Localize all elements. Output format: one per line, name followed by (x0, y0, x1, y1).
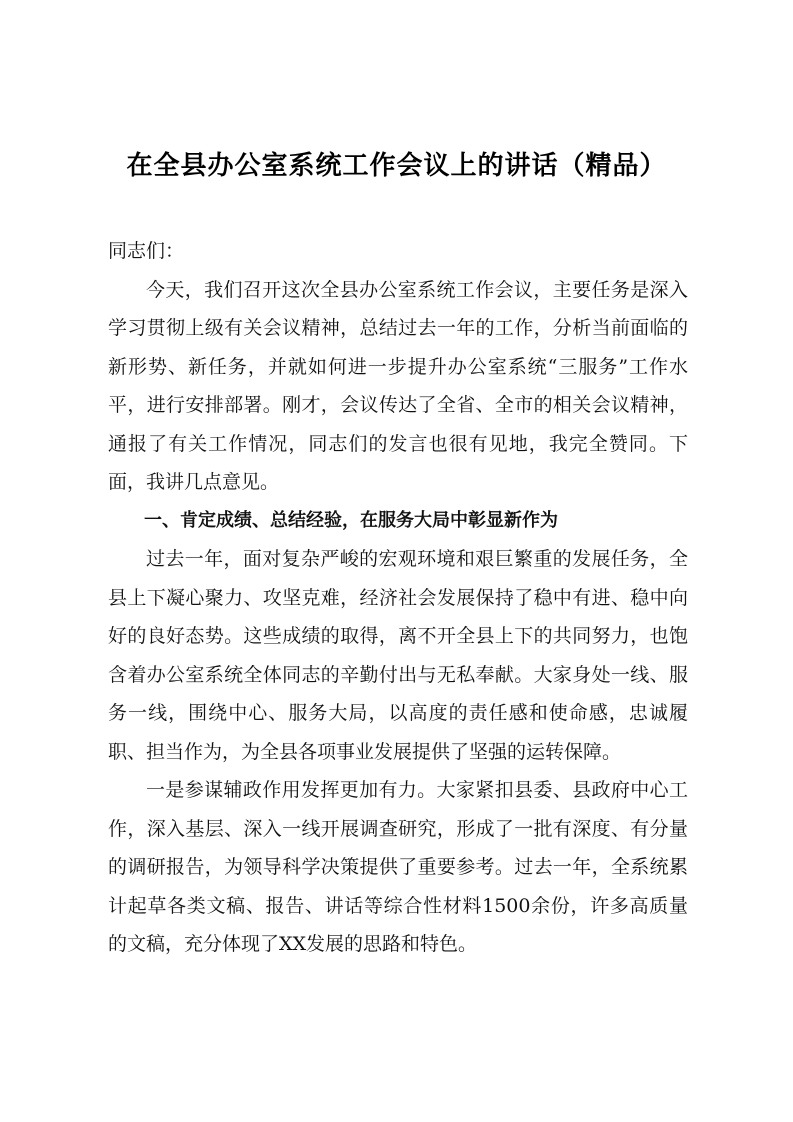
paragraph-achievements: 过去一年，面对复杂严峻的宏观环境和艰巨繁重的发展任务，全县上下凝心聚力、攻坚克难，经济社会发展保持了稳中有进、稳中向好的良好态势。这些成绩的取得，离不开全县上下的共同努力，也饱含着办公室系统全体同志的辛勤付出与无私奉献。大家身处一线、服务一线，围绕中心、服务大局，以高度的责任感和使命感，忠诚履职、担当作为，为全县各项事业发展提供了坚强的运转保障。 (108, 548, 688, 763)
paragraph-advisory-role: 一是参谋辅政作用发挥更加有力。大家紧扣县委、县政府中心工作，深入基层、深入一线开展调查研究，形成了一批有深度、有分量的调研报告，为领导科学决策提供了重要参考。过去一年，全系统累计起草各类文稿、报告、讲话等综合性材料1500余份，许多高质量的文稿，充分体现了XX发展的思路和特色。 (108, 779, 688, 955)
salutation: 同志们： (108, 240, 185, 262)
document-body (108, 232, 688, 964)
paragraph-opening: 今天，我们召开这次全县办公室系统工作会议，主要任务是深入学习贯彻上级有关会议精神，总结过去一年的工作，分析当前面临的新形势、新任务，并就如何进一步提升办公室系统“三服务”工作水平，进行安排部署。刚才，会议传达了全省、全市的相关会议精神，通报了有关工作情况，同志们的发言也很有见地，我完全赞同。下面，我讲几点意见。 (108, 278, 688, 493)
document-title: 在全县办公室系统工作会议上的讲话（精品） (126, 151, 667, 181)
section-heading-1: 一、肯定成绩、总结经验，在服务大局中彰显新作为 (144, 509, 558, 531)
